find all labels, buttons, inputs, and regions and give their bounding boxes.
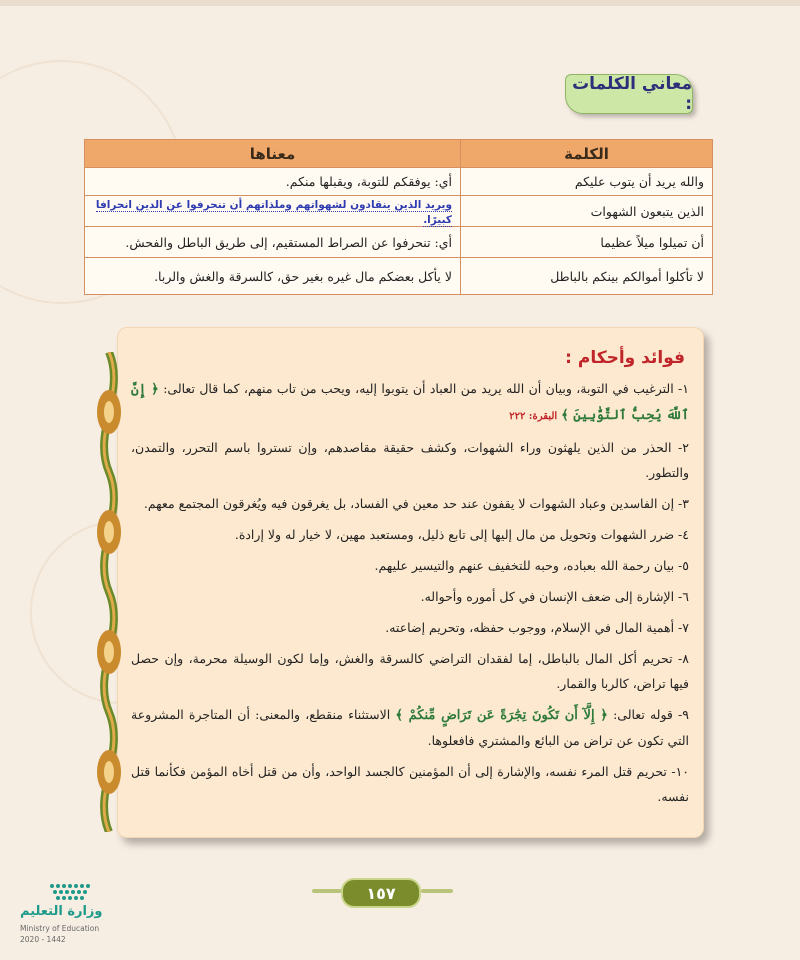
word-cell: والله يريد أن يتوب عليكم: [461, 168, 713, 196]
quran-verse: ﴿ إِنَّ ٱللَّهَ يُحِبُّ ٱلتَّوَّٰبِينَ ﴾: [131, 382, 689, 423]
table-row: [85, 227, 713, 258]
item-text: ٩- قوله تعالى:: [613, 707, 689, 722]
page-number-ornament: [312, 889, 344, 893]
page-number: [341, 878, 421, 908]
word-cell: الذين يتبعون الشهوات: [461, 196, 713, 227]
benefits-list: [131, 376, 689, 815]
ministry-logo: [10, 880, 120, 950]
benefits-heading: فوائد وأحكام :: [565, 348, 685, 368]
quran-verse: ﴿ إِلَّآ أَن تَكُونَ تِجَٰرَةً عَن تَرَاضٍ مِّنكُمْ ﴾: [395, 708, 608, 723]
list-item: ٥- بيان رحمة الله بعباده، وحبه للتخفيف عنهم والتيسير عليهم.: [374, 558, 689, 573]
ministry-name-ar: وزارة التعليم: [20, 904, 103, 919]
page-number-ornament: [421, 889, 453, 893]
benefits-panel: [117, 327, 704, 838]
vocab-title-tag: [565, 74, 693, 114]
list-item: [131, 376, 689, 429]
table-row: [85, 196, 713, 227]
word-cell: لا تأكلوا أموالكم بينكم بالباطل: [461, 258, 713, 295]
table-row: [85, 258, 713, 295]
list-item: ٢- الحذر من الذين يلهثون وراء الشهوات، وكشف حقيقة مقاصدهم، وإن تستروا باسم التحرر، والتمدن، والتطور.: [131, 440, 689, 480]
header-word: الكلمة: [461, 140, 713, 168]
word-cell: أن تميلوا ميلاً عظيما: [461, 227, 713, 258]
list-item: ١٠- تحريم قتل المرء نفسه، والإشارة إلى أن المؤمنين كالجسد الواحد، وأن من قتل أخاه المؤمن فكأنما قتل نفسه.: [131, 764, 689, 804]
verse-reference: البقرة: ٢٢٢: [509, 411, 558, 422]
page-number-text: ١٥٧: [366, 883, 396, 903]
ministry-year: 2020 - 1442: [20, 935, 66, 944]
item-text: الاستثناء منقطع، والمعنى: أن المتاجرة المشروعة التي تكون عن تراض من البائع والمشتري فافعلوها.: [131, 707, 689, 748]
vocab-table: [84, 139, 713, 295]
table-row: [85, 168, 713, 196]
ornament-icon: [86, 352, 132, 832]
handwritten-note: ويريد الذين ينقادون لشهواتهم وملذاتهم أن تنحرفوا عن الدين انحرافا كبيرًا.: [95, 199, 452, 226]
ministry-name-en: Ministry of Education: [20, 924, 100, 933]
list-item: ٤- ضرر الشهوات وتحويل من مال إليها إلى تابع ذليل، ومستعبد مهين، لا خيار له ولا إرادة.: [234, 527, 689, 542]
vocab-title: معاني الكلمات :: [572, 74, 692, 114]
list-item: ٧- أهمية المال في الإسلام، ووجوب حفظه، وتحريم إضاعته.: [385, 620, 689, 635]
list-item: [131, 702, 689, 753]
page-top-edge: [0, 0, 800, 6]
list-item: ٨- تحريم أكل المال بالباطل، إما لفقدان التراضي كالسرقة والغش، وإما لكون الوسيلة محرمة، وإن حصل فيها تراض، كالربا والقمار.: [131, 651, 689, 691]
meaning-cell: لا يأكل بعضكم مال غيره بغير حق، كالسرقة والغش والربا.: [85, 258, 461, 295]
list-item: ٣- إن الفاسدين وعباد الشهوات لا يقفون عند حد معين في الفساد، بل يغرقون فيه ويُغرقون المجتمع معهم.: [143, 496, 689, 511]
list-item: ٦- الإشارة إلى ضعف الإنسان في كل أموره وأحواله.: [420, 589, 689, 604]
meaning-cell: أي: يوفقكم للتوبة، ويقبلها منكم.: [85, 168, 461, 196]
meaning-cell: أي: تنحرفوا عن الصراط المستقيم، إلى طريق الباطل والفحش.: [85, 227, 461, 258]
table-header-row: [85, 140, 713, 168]
meaning-cell: [85, 196, 461, 227]
logo-dots-icon: [48, 882, 108, 902]
item-text: ١- الترغيب في التوبة، وبيان أن الله يريد من العباد أن يتوبوا إليه، ويحب من تاب منهم، كما قال تعالى:: [163, 381, 689, 396]
header-meaning: معناها: [85, 140, 461, 168]
